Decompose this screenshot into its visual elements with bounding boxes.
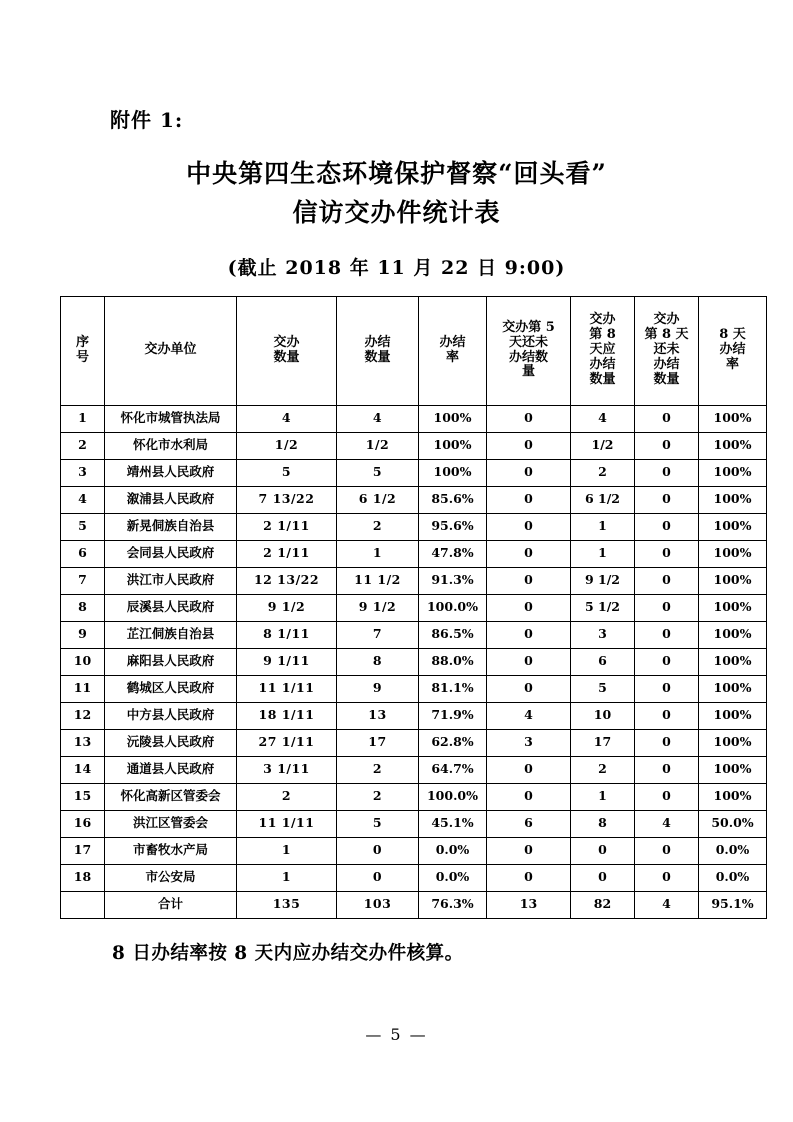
column-header-assigned: [237, 296, 337, 405]
cell-rate: 71.9%: [419, 702, 487, 729]
cell-rate: 76.3%: [419, 891, 487, 918]
cell-assigned: 135: [237, 891, 337, 918]
column-header-day8und-line3: 还未: [653, 342, 680, 358]
cell-day5-unfinished: 0: [487, 405, 571, 432]
column-header-day5-unfinished: [487, 296, 571, 405]
cell-rate: 62.8%: [419, 729, 487, 756]
cell-day8-rate: 100%: [699, 594, 767, 621]
cell-assigned: 1/2: [237, 432, 337, 459]
cell-rate: 0.0%: [419, 864, 487, 891]
table-row: [61, 702, 767, 729]
cell-day5-unfinished: 0: [487, 756, 571, 783]
cell-rate: 100.0%: [419, 594, 487, 621]
column-header-day8rate-line1: 8 天: [719, 327, 746, 343]
cell-unit: 怀化市水利局: [105, 432, 237, 459]
cell-day8-rate: 50.0%: [699, 810, 767, 837]
document-subtitle: (截止 2018 年 11 月 22 日 9:00): [227, 256, 566, 279]
attachment-label: 附件 1:: [110, 108, 184, 132]
cell-day8-rate: 100%: [699, 486, 767, 513]
cell-rate: 95.6%: [419, 513, 487, 540]
cell-day8-rate: 95.1%: [699, 891, 767, 918]
cell-assigned: 2 1/11: [237, 513, 337, 540]
cell-index: 17: [61, 837, 105, 864]
cell-day8-rate: 0.0%: [699, 837, 767, 864]
cell-assigned: 4: [237, 405, 337, 432]
cell-day8-rate: 100%: [699, 432, 767, 459]
cell-day8-unfinished: 0: [635, 405, 699, 432]
cell-day5-unfinished: 0: [487, 837, 571, 864]
cell-index: 4: [61, 486, 105, 513]
cell-day5-unfinished: 3: [487, 729, 571, 756]
cell-day5-unfinished: 0: [487, 783, 571, 810]
cell-day8-rate: 0.0%: [699, 864, 767, 891]
cell-day5-unfinished: 0: [487, 648, 571, 675]
cell-assigned: 2: [237, 783, 337, 810]
cell-day8-due: 2: [571, 459, 635, 486]
cell-day8-unfinished: 0: [635, 594, 699, 621]
column-header-day8due-line2: 第 8: [589, 327, 616, 343]
cell-done: 13: [337, 702, 419, 729]
table-row: [61, 675, 767, 702]
cell-done: 17: [337, 729, 419, 756]
cell-done: 6 1/2: [337, 486, 419, 513]
cell-done: 5: [337, 459, 419, 486]
cell-rate: 85.6%: [419, 486, 487, 513]
cell-index: 11: [61, 675, 105, 702]
cell-day5-unfinished: 0: [487, 621, 571, 648]
cell-assigned: 27 1/11: [237, 729, 337, 756]
cell-rate: 45.1%: [419, 810, 487, 837]
cell-assigned: 8 1/11: [237, 621, 337, 648]
cell-assigned: 7 13/22: [237, 486, 337, 513]
cell-unit: 市畜牧水产局: [105, 837, 237, 864]
cell-day5-unfinished: 0: [487, 864, 571, 891]
column-header-done: [337, 296, 419, 405]
table-row: [61, 729, 767, 756]
column-header-done-line1: 办结: [364, 334, 391, 350]
cell-day8-due: 6 1/2: [571, 486, 635, 513]
cell-day8-rate: 100%: [699, 648, 767, 675]
cell-rate: 100%: [419, 459, 487, 486]
cell-day8-due: 1/2: [571, 432, 635, 459]
cell-day5-unfinished: 0: [487, 486, 571, 513]
cell-index: 14: [61, 756, 105, 783]
cell-day5-unfinished: 0: [487, 540, 571, 567]
cell-rate: 86.5%: [419, 621, 487, 648]
cell-done: 9: [337, 675, 419, 702]
cell-day8-rate: 100%: [699, 459, 767, 486]
cell-day8-due: 2: [571, 756, 635, 783]
column-header-rate: [419, 296, 487, 405]
cell-done: 2: [337, 756, 419, 783]
cell-unit: 洪江区管委会: [105, 810, 237, 837]
cell-day8-due: 1: [571, 540, 635, 567]
column-header-assigned-line1: 交办: [273, 334, 300, 350]
table-row: [61, 513, 767, 540]
cell-assigned: 12 13/22: [237, 567, 337, 594]
cell-index: 13: [61, 729, 105, 756]
table-row: [61, 459, 767, 486]
cell-unit: 新晃侗族自治县: [105, 513, 237, 540]
cell-total-label: 合计: [105, 891, 237, 918]
cell-day8-rate: 100%: [699, 702, 767, 729]
cell-day8-due: 5: [571, 675, 635, 702]
cell-assigned: 1: [237, 864, 337, 891]
cell-day8-due: 1: [571, 513, 635, 540]
cell-day8-due: 3: [571, 621, 635, 648]
cell-index: 2: [61, 432, 105, 459]
cell-unit: 怀化高新区管委会: [105, 783, 237, 810]
cell-day5-unfinished: 0: [487, 513, 571, 540]
cell-unit: 靖州县人民政府: [105, 459, 237, 486]
cell-day8-unfinished: 0: [635, 729, 699, 756]
cell-day8-due: 5 1/2: [571, 594, 635, 621]
column-header-day5-line4: 量: [521, 364, 535, 380]
cell-day5-unfinished: 6: [487, 810, 571, 837]
cell-assigned: 2 1/11: [237, 540, 337, 567]
cell-assigned: 11 1/11: [237, 675, 337, 702]
column-header-day8-rate: [699, 296, 767, 405]
cell-unit: 辰溪县人民政府: [105, 594, 237, 621]
column-header-day8due-line3: 天应: [589, 342, 616, 358]
cell-rate: 100%: [419, 405, 487, 432]
cell-day8-due: 82: [571, 891, 635, 918]
cell-unit: 洪江市人民政府: [105, 567, 237, 594]
cell-day8-unfinished: 0: [635, 837, 699, 864]
cell-day8-rate: 100%: [699, 540, 767, 567]
column-header-index: [61, 296, 105, 405]
column-header-index-line1: 序: [75, 334, 89, 350]
cell-index: 12: [61, 702, 105, 729]
table-row: [61, 621, 767, 648]
table-row: [61, 783, 767, 810]
cell-done: 2: [337, 513, 419, 540]
cell-done: 9 1/2: [337, 594, 419, 621]
cell-unit: 通道县人民政府: [105, 756, 237, 783]
cell-day8-unfinished: 0: [635, 432, 699, 459]
cell-day8-due: 4: [571, 405, 635, 432]
statistics-table: [60, 296, 767, 919]
cell-day8-rate: 100%: [699, 783, 767, 810]
cell-day8-unfinished: 4: [635, 810, 699, 837]
cell-unit: 怀化市城管执法局: [105, 405, 237, 432]
cell-index: 5: [61, 513, 105, 540]
column-header-day8-unfinished: [635, 296, 699, 405]
table-row: [61, 567, 767, 594]
cell-index: 16: [61, 810, 105, 837]
cell-day8-rate: 100%: [699, 675, 767, 702]
cell-index: 1: [61, 405, 105, 432]
cell-done: 8: [337, 648, 419, 675]
column-header-day8rate-line2: 办结: [719, 342, 746, 358]
cell-assigned: 5: [237, 459, 337, 486]
table-row: [61, 486, 767, 513]
cell-day5-unfinished: 13: [487, 891, 571, 918]
cell-unit: 芷江侗族自治县: [105, 621, 237, 648]
table-row: [61, 540, 767, 567]
column-header-day8und-line5: 数量: [653, 371, 680, 387]
cell-day8-due: 17: [571, 729, 635, 756]
cell-day8-due: 1: [571, 783, 635, 810]
cell-rate: 81.1%: [419, 675, 487, 702]
cell-day8-rate: 100%: [699, 756, 767, 783]
column-header-day5-line2: 天还未: [508, 334, 548, 350]
cell-index: [61, 891, 105, 918]
cell-day8-due: 6: [571, 648, 635, 675]
cell-rate: 88.0%: [419, 648, 487, 675]
cell-assigned: 1: [237, 837, 337, 864]
cell-rate: 0.0%: [419, 837, 487, 864]
cell-done: 1: [337, 540, 419, 567]
cell-day8-unfinished: 0: [635, 783, 699, 810]
cell-day5-unfinished: 0: [487, 594, 571, 621]
column-header-day8due-line5: 数量: [589, 371, 616, 387]
cell-rate: 100.0%: [419, 783, 487, 810]
cell-day8-unfinished: 0: [635, 459, 699, 486]
cell-day8-unfinished: 4: [635, 891, 699, 918]
cell-day8-unfinished: 0: [635, 513, 699, 540]
column-header-index-line2: 号: [75, 349, 89, 365]
column-header-day8due-line1: 交办: [589, 312, 616, 328]
cell-unit: 麻阳县人民政府: [105, 648, 237, 675]
table-row: [61, 837, 767, 864]
cell-day5-unfinished: 0: [487, 432, 571, 459]
column-header-day8und-line2: 第 8 天: [644, 327, 689, 343]
cell-day8-rate: 100%: [699, 405, 767, 432]
cell-index: 8: [61, 594, 105, 621]
cell-rate: 91.3%: [419, 567, 487, 594]
footnote: 8 日办结率按 8 天内应办结交办件核算。: [112, 942, 464, 964]
column-header-day8due-line4: 办结: [589, 356, 616, 372]
cell-day8-unfinished: 0: [635, 648, 699, 675]
cell-day8-rate: 100%: [699, 567, 767, 594]
cell-index: 18: [61, 864, 105, 891]
cell-done: 7: [337, 621, 419, 648]
cell-day5-unfinished: 0: [487, 675, 571, 702]
cell-day8-due: 0: [571, 864, 635, 891]
cell-day8-rate: 100%: [699, 729, 767, 756]
cell-day8-due: 0: [571, 837, 635, 864]
cell-day8-rate: 100%: [699, 513, 767, 540]
table-row: [61, 810, 767, 837]
column-header-rate-line2: 率: [445, 349, 459, 365]
table-row: [61, 756, 767, 783]
cell-day8-unfinished: 0: [635, 702, 699, 729]
document-title-line2: 信访交办件统计表: [292, 197, 501, 227]
cell-unit: 鹤城区人民政府: [105, 675, 237, 702]
cell-day8-due: 8: [571, 810, 635, 837]
column-header-day5-line1: 交办第 5: [502, 319, 555, 335]
cell-day5-unfinished: 0: [487, 459, 571, 486]
table-row: [61, 405, 767, 432]
cell-assigned: 9 1/2: [237, 594, 337, 621]
cell-done: 2: [337, 783, 419, 810]
cell-day8-unfinished: 0: [635, 756, 699, 783]
cell-day5-unfinished: 4: [487, 702, 571, 729]
page-number: — 5 —: [365, 1025, 428, 1044]
cell-day8-unfinished: 0: [635, 864, 699, 891]
cell-unit: 沅陵县人民政府: [105, 729, 237, 756]
column-header-day8-due: [571, 296, 635, 405]
cell-assigned: 9 1/11: [237, 648, 337, 675]
document-title: [60, 155, 733, 233]
cell-done: 0: [337, 864, 419, 891]
column-header-day5-line3: 办结数: [508, 349, 548, 365]
cell-day8-rate: 100%: [699, 621, 767, 648]
cell-done: 0: [337, 837, 419, 864]
table-row: [61, 864, 767, 891]
column-header-assigned-line2: 数量: [273, 349, 300, 365]
cell-day8-unfinished: 0: [635, 675, 699, 702]
cell-index: 6: [61, 540, 105, 567]
table-header: [61, 296, 767, 405]
table-row: [61, 648, 767, 675]
table-row: [61, 432, 767, 459]
cell-index: 7: [61, 567, 105, 594]
cell-done: 5: [337, 810, 419, 837]
cell-index: 3: [61, 459, 105, 486]
cell-done: 4: [337, 405, 419, 432]
cell-unit: 市公安局: [105, 864, 237, 891]
cell-day8-due: 10: [571, 702, 635, 729]
cell-done: 103: [337, 891, 419, 918]
cell-day5-unfinished: 0: [487, 567, 571, 594]
cell-done: 1/2: [337, 432, 419, 459]
cell-index: 10: [61, 648, 105, 675]
cell-assigned: 11 1/11: [237, 810, 337, 837]
cell-unit: 中方县人民政府: [105, 702, 237, 729]
cell-day8-due: 9 1/2: [571, 567, 635, 594]
cell-unit: 溆浦县人民政府: [105, 486, 237, 513]
cell-day8-unfinished: 0: [635, 486, 699, 513]
cell-index: 9: [61, 621, 105, 648]
cell-day8-unfinished: 0: [635, 621, 699, 648]
cell-day8-unfinished: 0: [635, 540, 699, 567]
column-header-done-line2: 数量: [364, 349, 391, 365]
column-header-unit: [105, 296, 237, 405]
column-header-rate-line1: 办结: [439, 334, 466, 350]
document-title-line1: 中央第四生态环境保护督察“回头看”: [186, 159, 607, 188]
cell-done: 11 1/2: [337, 567, 419, 594]
cell-index: 15: [61, 783, 105, 810]
cell-rate: 100%: [419, 432, 487, 459]
cell-day8-unfinished: 0: [635, 567, 699, 594]
cell-rate: 64.7%: [419, 756, 487, 783]
column-header-day8rate-line3: 率: [725, 356, 739, 372]
column-header-day8und-line1: 交办: [653, 312, 680, 328]
table-total-row: [61, 891, 767, 918]
cell-assigned: 3 1/11: [237, 756, 337, 783]
table-body: [61, 405, 767, 918]
cell-rate: 47.8%: [419, 540, 487, 567]
cell-assigned: 18 1/11: [237, 702, 337, 729]
column-header-day8und-line4: 办结: [653, 356, 680, 372]
table-row: [61, 594, 767, 621]
column-header-unit-line1: 交办单位: [144, 342, 197, 358]
table-header-row: [61, 296, 767, 405]
cell-unit: 会同县人民政府: [105, 540, 237, 567]
